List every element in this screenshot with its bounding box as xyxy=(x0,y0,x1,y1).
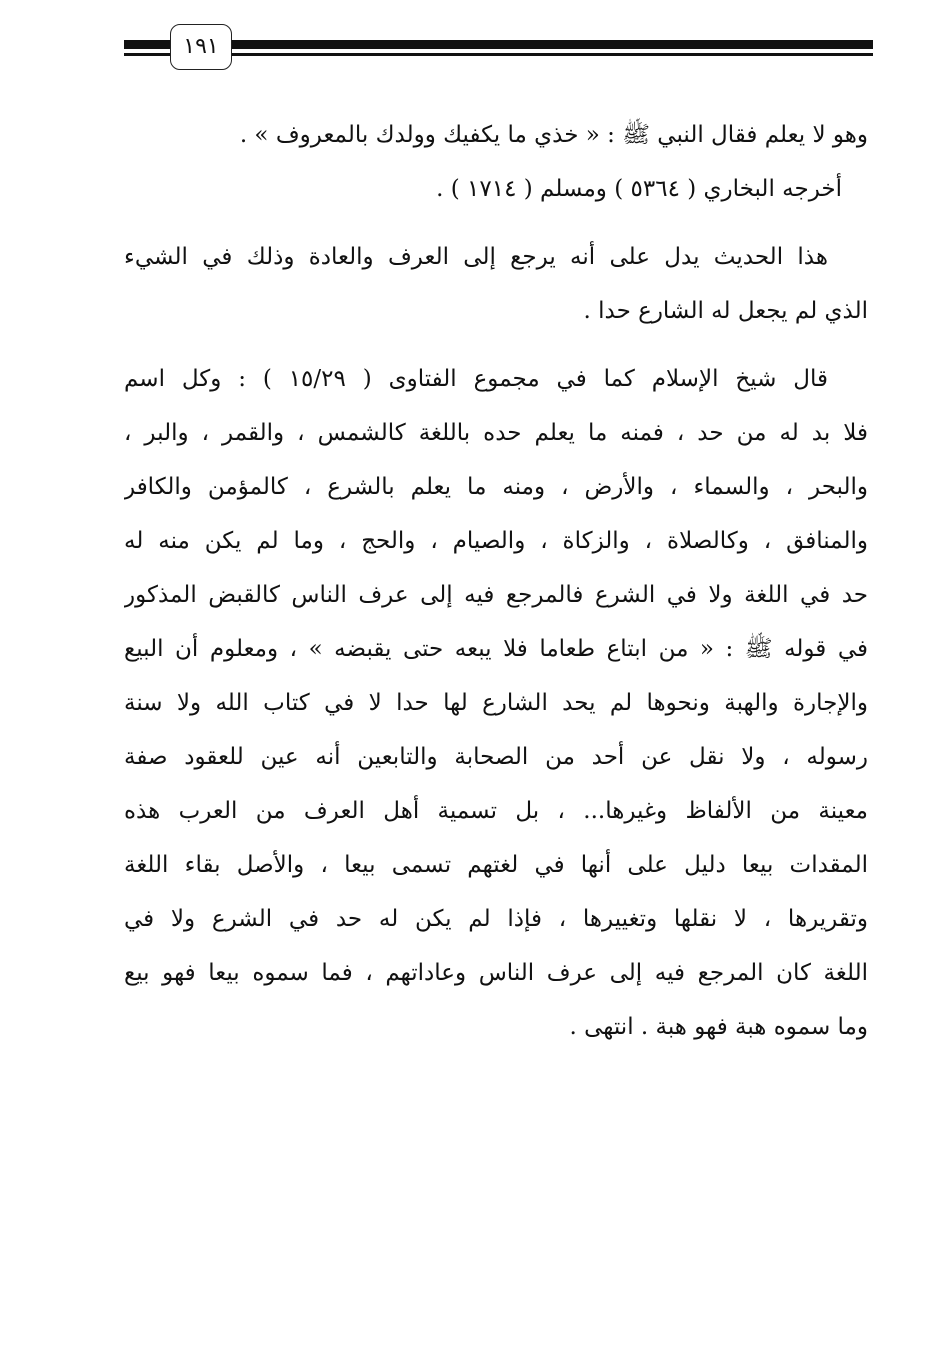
text-line: والمنافق ، وكالصلاة ، والزكاة ، والصيام ، والحج ، وما لم يكن منه له xyxy=(124,528,868,554)
header-rule-left-thin xyxy=(124,53,174,56)
text-line: معينة من الألفاظ وغيرها... ، بل تسمية أهل العرف من العرب هذه xyxy=(124,798,868,824)
text-line: المقدات بيعا دليل على أنها في لغتهم تسمى بيعا ، والأصل بقاء اللغة xyxy=(124,852,868,878)
text-line: وهو لا يعلم فقال النبي ﷺ : « خذي ما يكفيك وولدك بالمعروف » . xyxy=(239,122,868,148)
text-line: الذي لم يجعل له الشارع حدا . xyxy=(583,298,868,324)
text-line: اللغة كان المرجع فيه إلى عرف الناس وعاداتهم ، فما سموه بيعا فهو بيع xyxy=(124,960,868,986)
page-number: ١٩١ xyxy=(183,34,219,59)
text-line: قال شيخ الإسلام كما في مجموع الفتاوى ( ١٥/٢٩ ) : وكل اسم xyxy=(124,366,828,392)
header-rule-left-thick xyxy=(124,40,174,49)
page-number-frame xyxy=(170,24,232,70)
text-line: وتقريرها ، لا نقلها وتغييرها ، فإذا لم يكن له حد في الشرع ولا في xyxy=(124,906,868,932)
header-rule-right-thick xyxy=(230,40,873,49)
text-line: فلا بد له من حد ، فمنه ما يعلم حده باللغة كالشمس ، والقمر ، والبر ، xyxy=(124,420,868,446)
text-line: والبحر ، والسماء ، والأرض ، ومنه ما يعلم بالشرع ، كالمؤمن والكافر xyxy=(124,474,868,500)
text-line: أخرجه البخاري ( ٥٣٦٤ ) ومسلم ( ١٧١٤ ) . xyxy=(436,176,842,202)
text-line: حد في اللغة ولا في الشرع فالمرجع فيه إلى عرف الناس كالقبض المذكور xyxy=(124,582,868,608)
text-line: وما سموه هبة فهو هبة . انتهى . xyxy=(569,1014,868,1040)
page-header xyxy=(0,0,934,90)
text-line: هذا الحديث يدل على أنه يرجع إلى العرف والعادة وذلك في الشيء xyxy=(124,244,828,270)
text-line: رسوله ، ولا نقل عن أحد من الصحابة والتابعين أنه عين للعقود صفة xyxy=(124,744,868,770)
text-line: في قوله ﷺ : « من ابتاع طعاما فلا يبعه حتى يقبضه » ، ومعلوم أن البيع xyxy=(124,636,868,662)
text-line: والإجارة والهبة ونحوها لم يحد الشارع لها حدا لا في كتاب الله ولا سنة xyxy=(124,690,868,716)
page-body xyxy=(124,108,868,1054)
header-rule-right-thin xyxy=(230,53,873,56)
